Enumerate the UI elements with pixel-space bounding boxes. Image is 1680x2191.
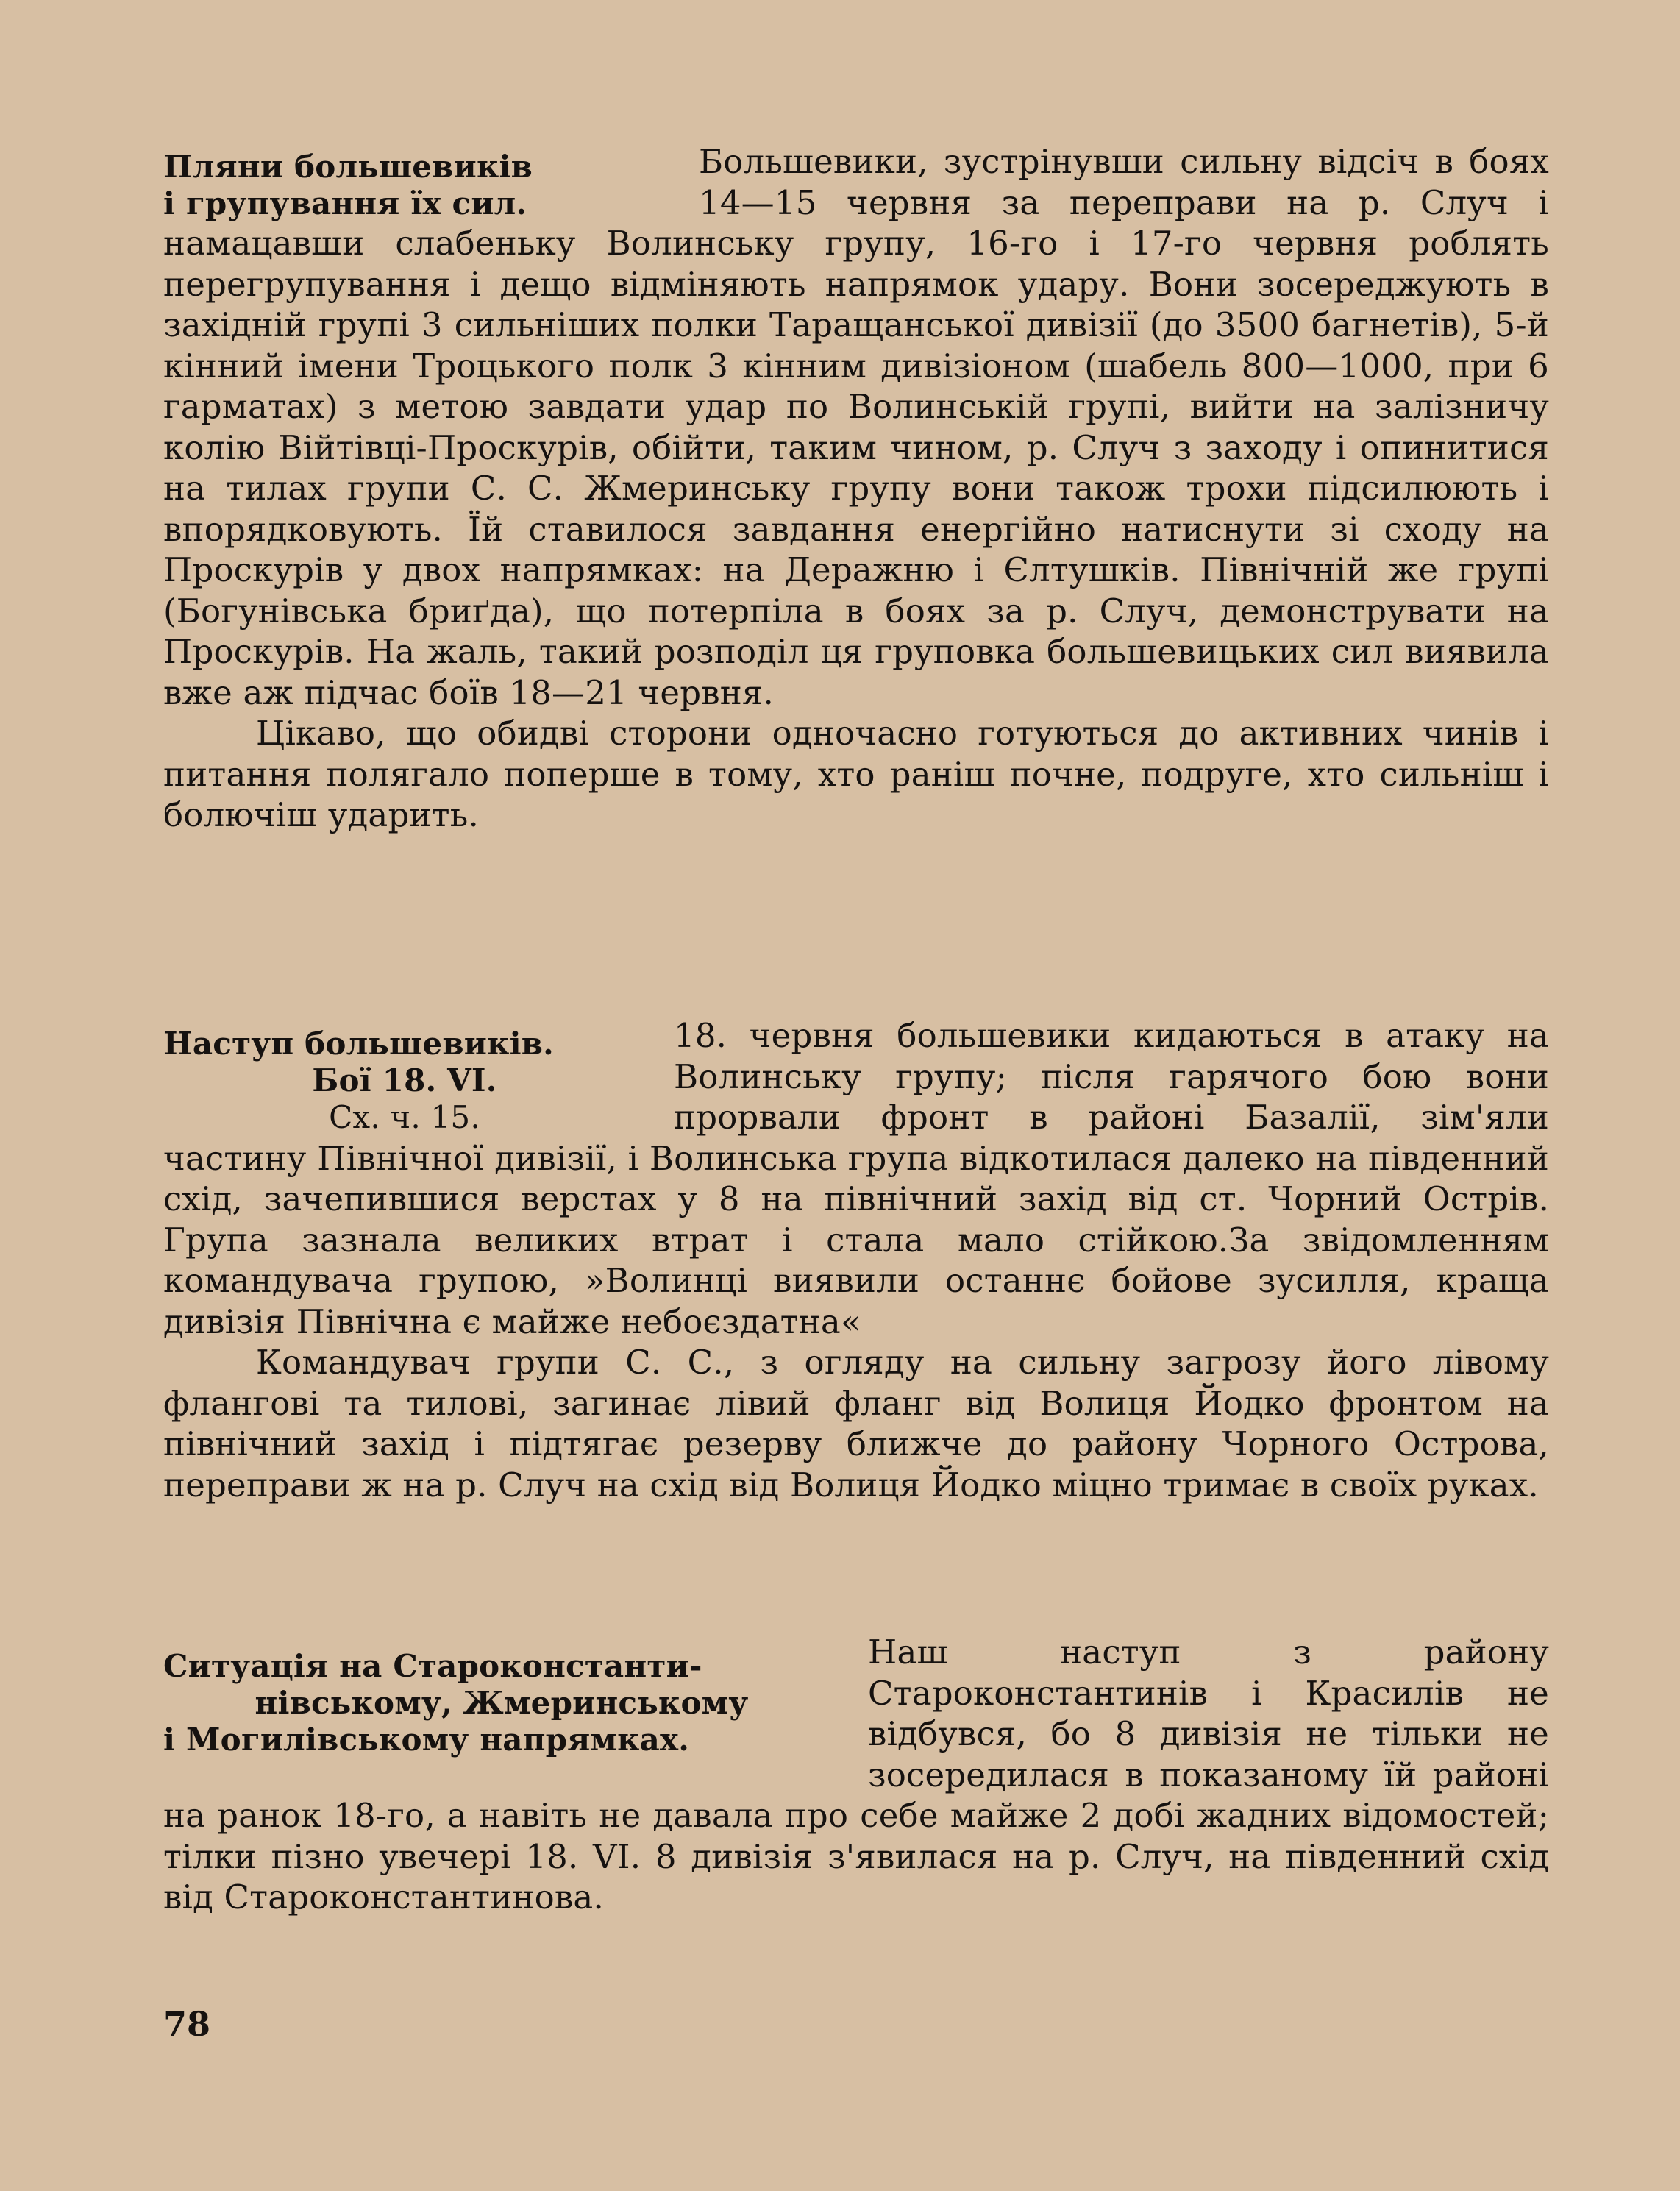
section-situation bbox=[163, 1632, 1549, 1918]
sidehead-line: Бої 18. VI. bbox=[312, 1062, 497, 1098]
sidehead-line: Пляни большевиків bbox=[163, 149, 533, 185]
paragraph: Цікаво, що обидві сторони одночасно готуються до активних чинів і питання полягало поперше в тому, хто раніш почне, подруге, хто сильніш і болючіш ударить. bbox=[163, 714, 1549, 834]
sidehead-line: і Могилівському напрямках. bbox=[163, 1722, 690, 1758]
section-plans bbox=[163, 141, 1549, 836]
sidehead-situation bbox=[163, 1648, 840, 1758]
sidehead-line: нівському, Жмеринському bbox=[255, 1685, 749, 1721]
sidehead-line: Наступ большевиків. bbox=[163, 1026, 554, 1062]
paragraph: Командувач групи С. С., з огляду на сильну загрозу його лівому флангові та тилові, загинає лівий фланг від Волиця Йодко фронтом на північний захід і підтягає резерву ближче до району Чорного Острова, переправи ж на р. Случ на схід від Волиця Йодко міцно тримає в своїх руках. bbox=[163, 1343, 1549, 1505]
sidehead-line: і групування їх сил. bbox=[163, 185, 527, 221]
section-offensive bbox=[163, 1015, 1549, 1505]
sidehead-offensive bbox=[163, 1026, 646, 1136]
paragraph: 18. червня большевики кидаються в атаку на Волинську групу; після гарячого бою вони прорвали фронт в районі Базалії, зім'яли частину Північної дивізії, і Волинська група відкотилася далеко на південний схід, зачепившися верстах у 8 на північний захід від ст. Чорний Острів. Група зазнала великих втрат і стала мало стійкою.За звідомленням командувача групою, »Волинці виявили останнє бойове зусилля, краща дивізія Північна є майже небоєздатна« bbox=[163, 1016, 1549, 1341]
sidehead-plans bbox=[163, 149, 671, 222]
paragraph: Большевики, зустрінувши сильну відсіч в боях 14—15 червня за переправи на р. Случ і намацавши слабеньку Волинську групу, 16-го і 17-го червня роблять перегрупування і дещо відміняють напрямок удару. Вони зосереджують в західній групі 3 сильніших полки Таращанської дивізії (до 3500 багнетів), 5-й кінний імени Троцького полк 3 кінним дивізіоном (шабель 800—1000, при 6 гарматах) з метою завдати удар по Волинській групі, вийти на залізничу колію Війтівці-Проскурів, обійти, таким чином, р. Случ з заходу і опинитися на тилах групи С. С. Жмеринську групу вони також трохи підсилюють і впорядковують. Їй ставилося завдання енергійно натиснути зі сходу на Проскурів у двох напрямках: на Деражню і Єлтушків. Північній же групі (Богунівська бриґда), що потерпіла в боях за р. Случ, демонструвати на Проскурів. На жаль, такий розподіл ця груповка большевицьких сил виявила вже аж підчас боїв 18—21 червня. bbox=[163, 142, 1549, 712]
sidehead-line: Ситуація на Староконстанти- bbox=[163, 1648, 702, 1684]
sidehead-line: Сх. ч. 15. bbox=[329, 1099, 480, 1135]
paragraph: Наш наступ з району Староконстантинів і Красилів не відбувся, бо 8 дивізія не тільки не зосередилася в показаному їй районі на ранок 18-го, а навіть не давала про себе майже 2 добі жадних відомостей; тілки пізно увечері 18. VI. 8 дивізія з'явилася на р. Случ, на південний схід від Староконстантинова. bbox=[163, 1633, 1549, 1917]
page-number: 78 bbox=[163, 2004, 211, 2044]
